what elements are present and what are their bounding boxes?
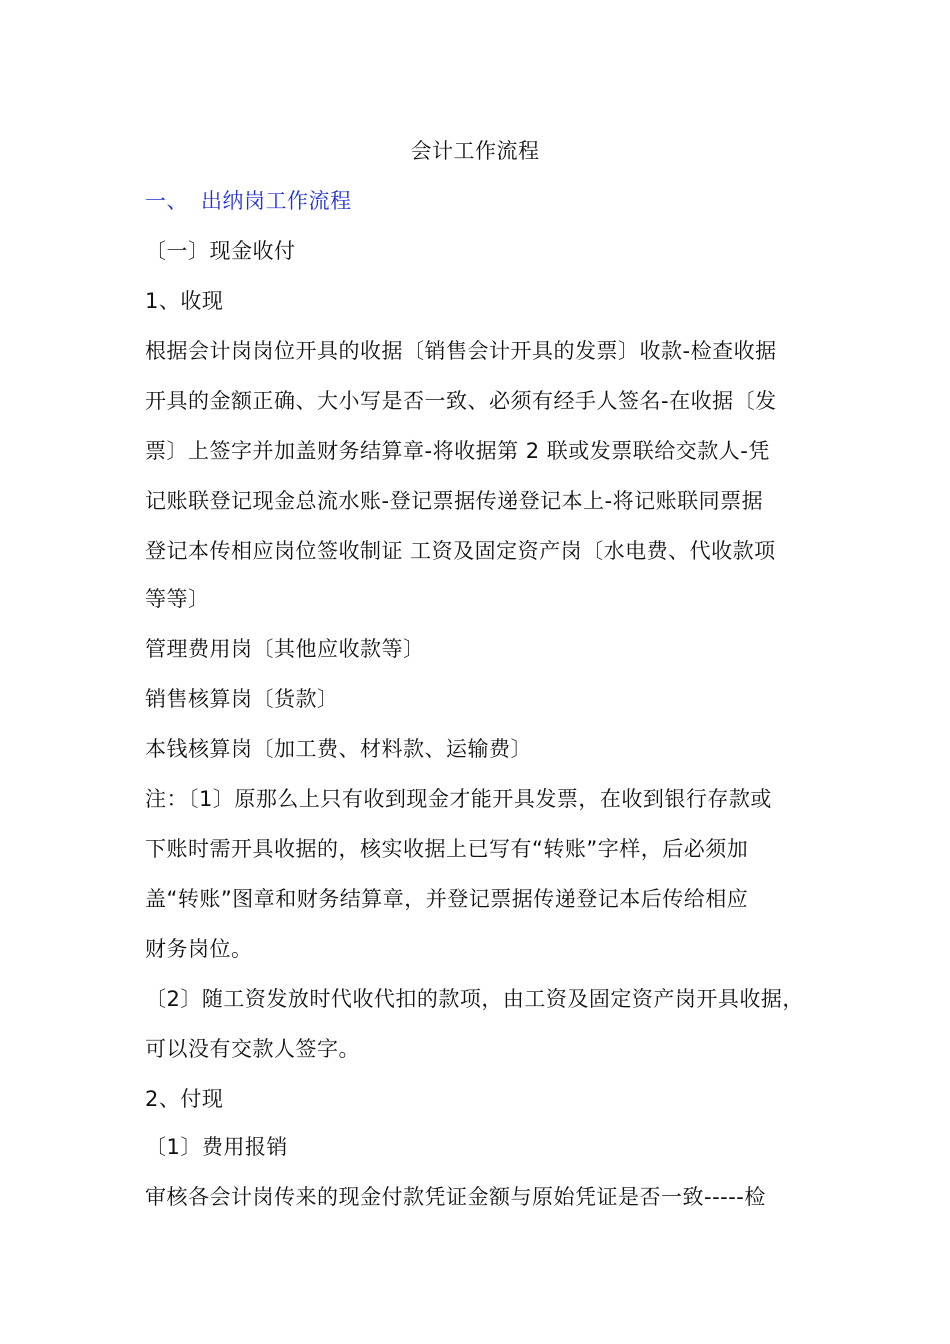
paragraph-line: 记账联登记现金总流水账-登记票据传递登记本上-将记账联同票据: [145, 489, 764, 513]
sub-item-heading: 〔1〕费用报销: [145, 1135, 288, 1159]
section-heading: [145, 186, 825, 216]
paragraph-line: 票〕上签字并加盖财务结算章-将收据第 2 联或发票联给交款人-凭: [145, 439, 770, 463]
paragraph-line: 等等〕: [145, 587, 210, 611]
note-line: 下账时需开具收据的，核实收据上已写有“转账”字样，后必须加: [145, 837, 749, 861]
item-heading: 1、收现: [145, 289, 224, 313]
subsection-heading: 〔一〕现金收付: [145, 239, 296, 263]
section-number: 一、: [145, 189, 188, 213]
note-line: 注：〔1〕原那么上只有收到现金才能开具发票，在收到银行存款或: [145, 787, 772, 811]
document-title: 会计工作流程: [410, 139, 540, 163]
note-line: 可以没有交款人签字。: [145, 1037, 360, 1061]
paragraph-line: 登记本传相应岗位签收制证 工资及固定资产岗〔水电费、代收款项: [145, 539, 776, 563]
note-line: 盖“转账”图章和财务结算章，并登记票据传递登记本后传给相应: [145, 887, 749, 911]
note-line: 财务岗位。: [145, 937, 253, 961]
item-heading: 2、付现: [145, 1087, 224, 1111]
post-line: 销售核算岗〔货款〕: [145, 687, 339, 711]
post-line: 管理费用岗〔其他应收款等〕: [145, 637, 425, 661]
paragraph-line: 审核各会计岗传来的现金付款凭证金额与原始凭证是否一致-----检: [145, 1185, 766, 1209]
section-title: 出纳岗工作流程: [201, 189, 352, 213]
post-line: 本钱核算岗〔加工费、材料款、运输费〕: [145, 737, 532, 761]
note-line: 〔2〕随工资发放时代收代扣的款项，由工资及固定资产岗开具收据，: [145, 987, 804, 1011]
paragraph-line: 根据会计岗岗位开具的收据〔销售会计开具的发票〕收款-检查收据: [145, 339, 777, 363]
paragraph-line: 开具的金额正确、大小写是否一致、必须有经手人签名-在收据〔发: [145, 389, 777, 413]
